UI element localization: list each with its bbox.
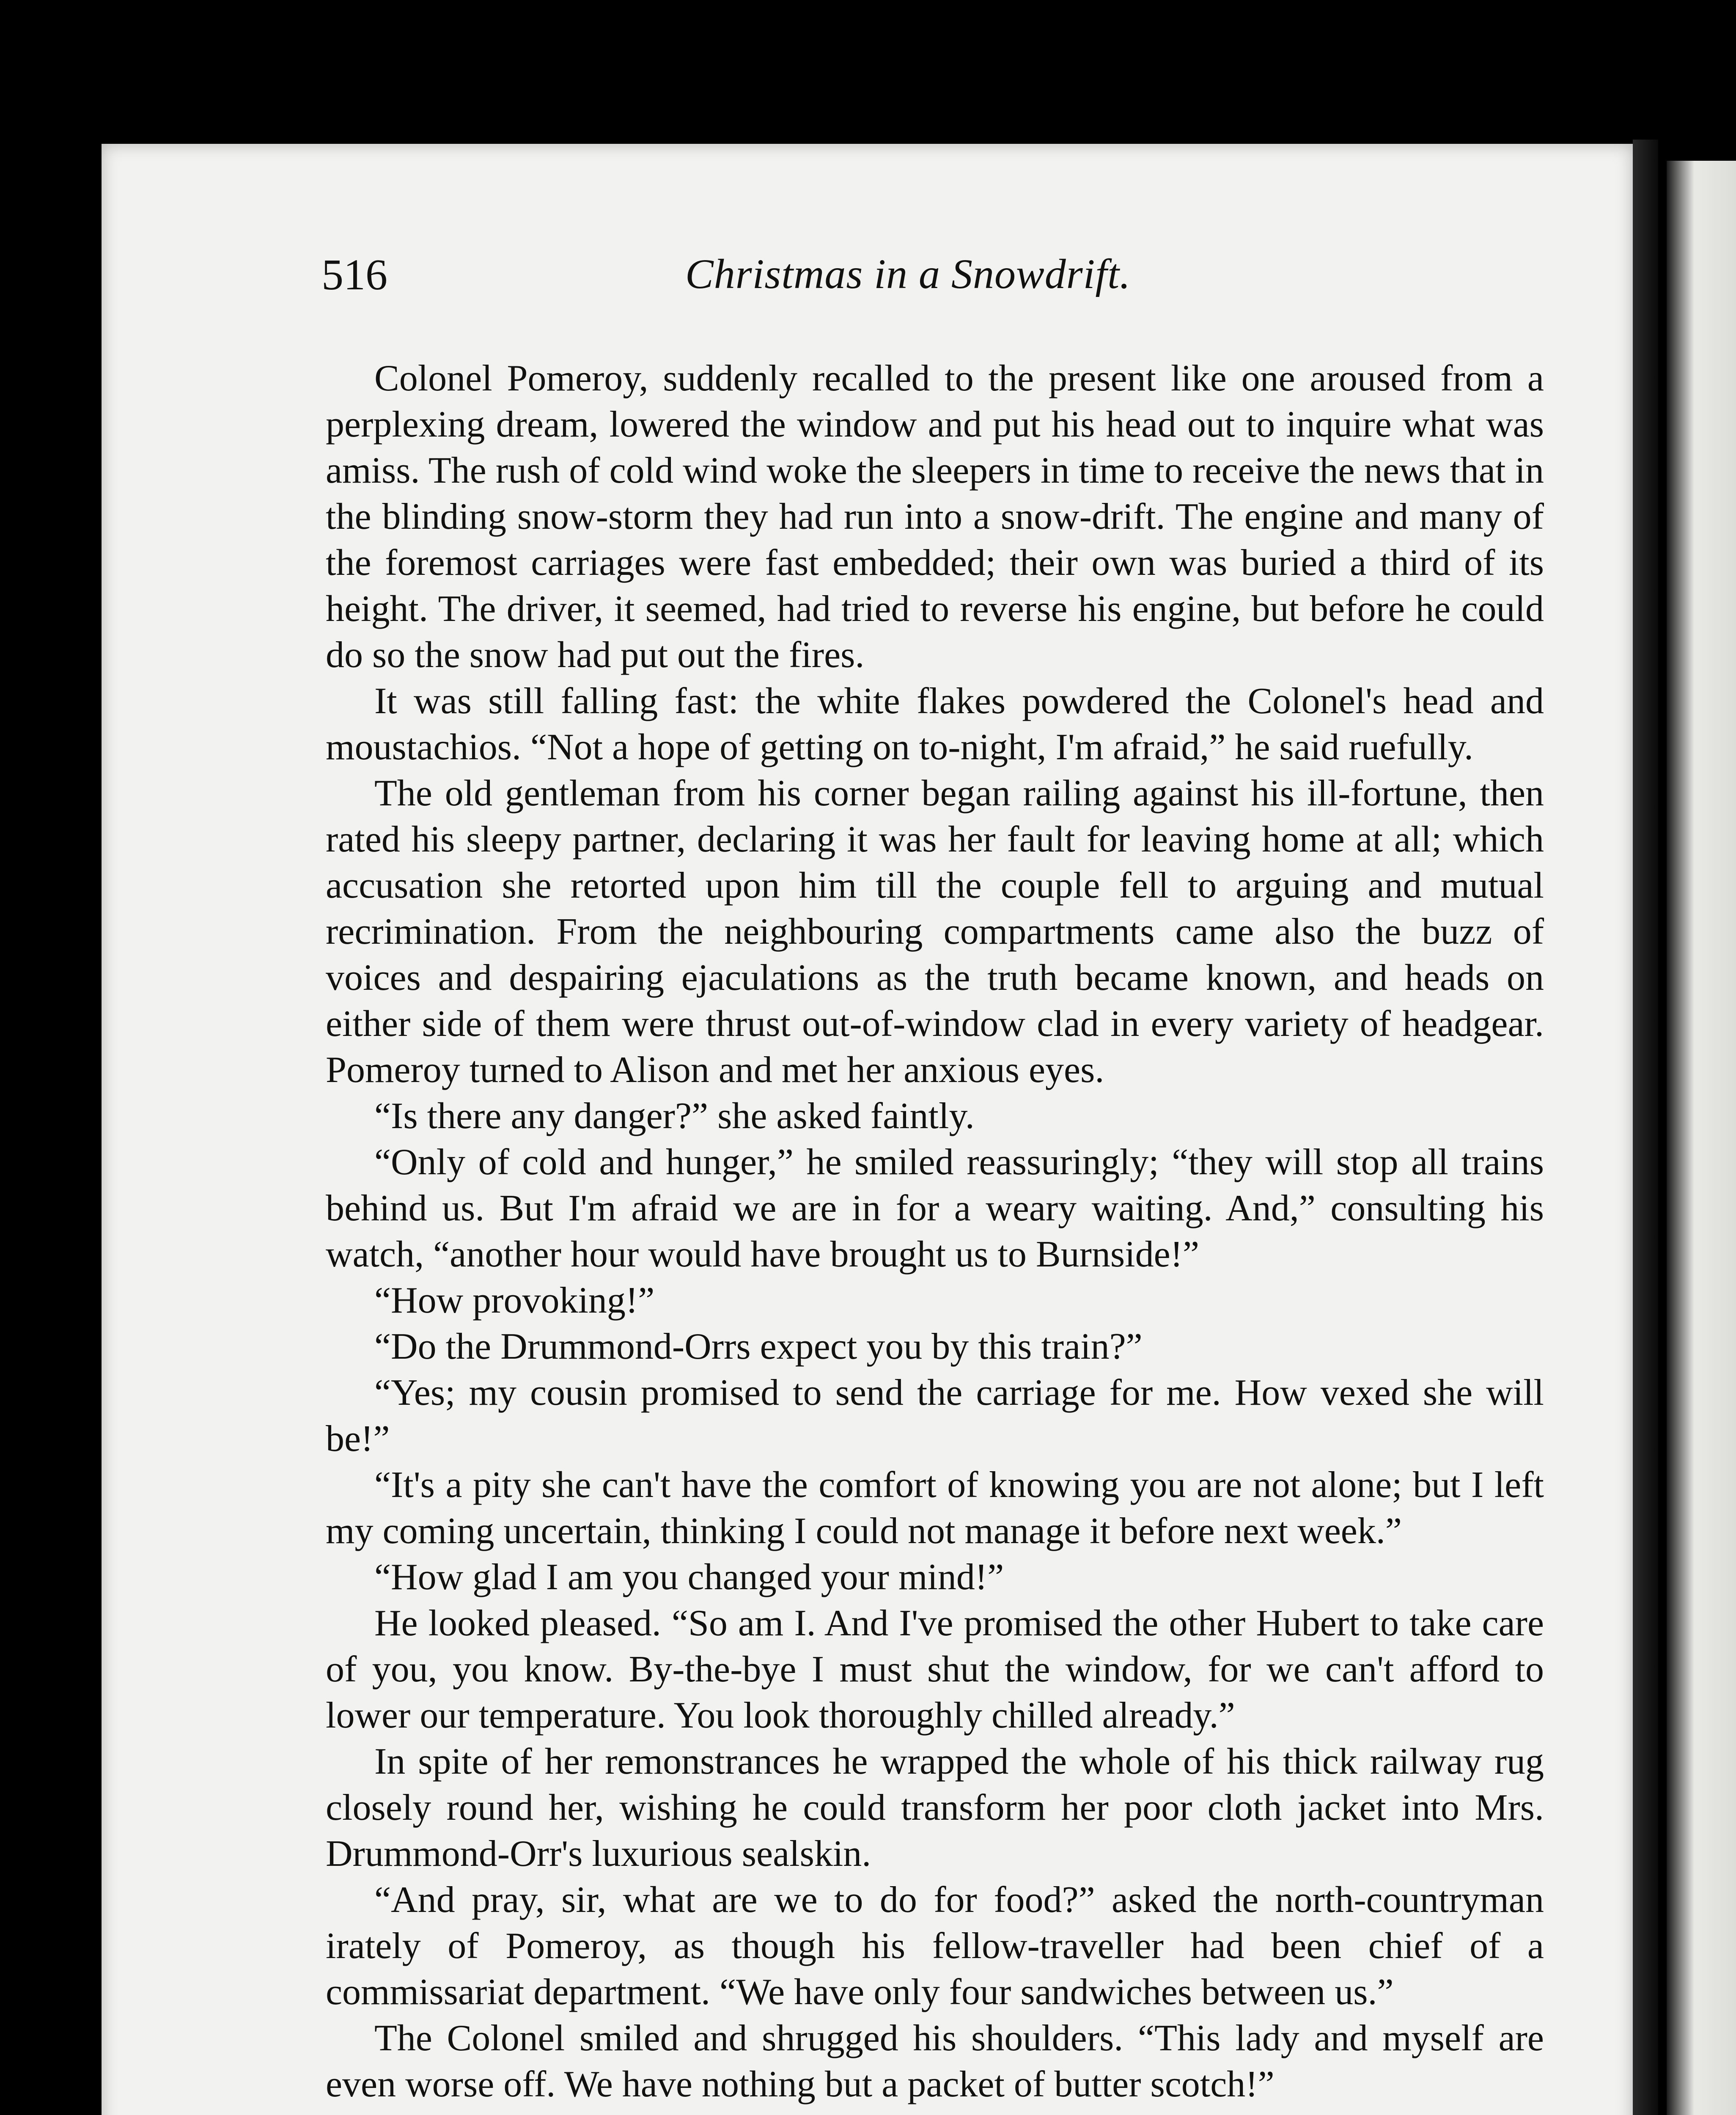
- paragraph: “Only of cold and hunger,” he smiled reassuringly; “they will stop all trains behind us. But I'm afraid we are in for a weary waiting. And,” consulting his watch, “another hour would have brought us to Burnside!”: [326, 1142, 1544, 1275]
- paragraph: It was still falling fast: the white flakes powdered the Colonel's head and moustachios. “Not a hope of getting on to-night, I'm afraid,” he said ruefully.: [326, 681, 1544, 768]
- paragraph: In spite of her remonstrances he wrapped the whole of his thick railway rug closely round her, wishing he could transform her poor cloth jacket into Mrs. Drummond-Orr's luxurious sealskin.: [326, 1741, 1544, 1874]
- paragraph: “It's a pity she can't have the comfort of knowing you are not alone; but I left my coming uncertain, thinking I could not manage it before next week.”: [326, 1464, 1544, 1552]
- running-head: [224, 250, 1544, 309]
- paragraph: “Yes; my cousin promised to send the carriage for me. How vexed she will be!”: [326, 1372, 1544, 1459]
- running-title: Christmas in a Snowdrift.: [685, 250, 1131, 297]
- paragraph: He looked pleased. “So am I. And I've promised the other Hubert to take care of you, you know. By-the-bye I must shut the window, for we can't afford to lower our temperature. You look thoroughly chilled already.”: [326, 1603, 1544, 1736]
- page-number: 516: [321, 250, 387, 299]
- paragraph: Colonel Pomeroy, suddenly recalled to the present like one aroused from a perplexing dream, lowered the window and put his head out to inquire what was amiss. The rush of cold wind woke the sleepers in time to receive the news that in the blinding snow-storm they had run into a snow-drift. The engine and many of the foremost carriages were fast embedded; their own was buried a third of its height. The driver, it seemed, had tried to reverse his engine, but before he could do so the snow had put out the fires.: [326, 358, 1544, 676]
- paragraph: “Do the Drummond-Orrs expect you by this train?”: [374, 1326, 1143, 1367]
- book-gutter-shadow: [1633, 140, 1658, 2115]
- paragraph: “How provoking!”: [374, 1280, 655, 1321]
- next-page-edge: [1667, 161, 1736, 2115]
- paragraph: The Colonel smiled and shrugged his shoulders. “This lady and myself are even worse off. We have nothing but a packet of butter scotch!”: [326, 2018, 1544, 2105]
- paragraph: “How glad I am you changed your mind!”: [374, 1557, 1004, 1598]
- paragraph: The old gentleman from his corner began railing against his ill-fortune, then rated his sleepy partner, declaring it was her fault for leaving home at all; which accusation she retorted upon him till the couple fell to arguing and mutual recrimination. From the neighbouring compartments came also the buzz of voices and despairing ejaculations as the truth became known, and heads on either side of them were thrust out-of-window clad in every variety of headgear. Pomeroy turned to Alison and met her anxious eyes.: [326, 773, 1544, 1090]
- paragraph: “And pray, sir, what are we to do for food?” asked the north-countryman irately of Pomeroy, as though his fellow-traveller had been chief of a commissariat department. “We have only four sandwiches between us.”: [326, 1879, 1544, 2013]
- paragraph: “Is there any danger?” she asked faintly.: [374, 1096, 975, 1137]
- body-text: [326, 355, 1544, 2107]
